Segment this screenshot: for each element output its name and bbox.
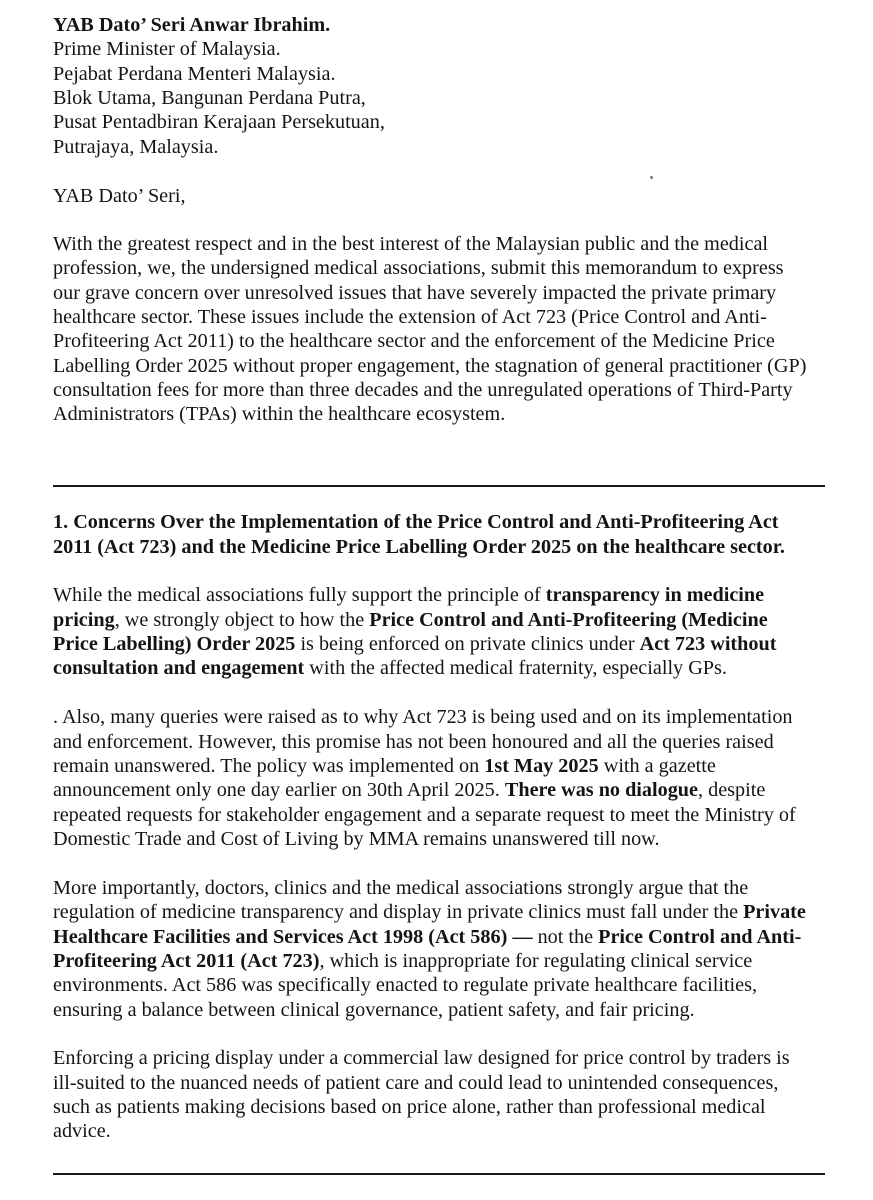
scan-speck xyxy=(650,176,653,179)
intro-line: Labelling Order 2025 without proper engagement, the stagnation of general practitioner (GP) xyxy=(53,355,807,377)
paragraph-line: such as patients making decisions based on price alone, rather than professional medical xyxy=(53,1096,766,1118)
paragraph-line: consultation and engagement with the affected medical fraternity, especially GPs. xyxy=(53,657,727,679)
intro-line: healthcare sector. These issues include the extension of Act 723 (Price Control and Anti- xyxy=(53,306,767,328)
section-divider xyxy=(53,1173,825,1175)
intro-line: Profiteering Act 2011) to the healthcare sector and the enforcement of the Medicine Price xyxy=(53,330,775,352)
salutation: YAB Dato’ Seri, xyxy=(53,185,186,207)
address-line: Pejabat Perdana Menteri Malaysia. xyxy=(53,63,336,85)
paragraph-line: Healthcare Facilities and Services Act 1998 (Act 586) — not the Price Control and Anti- xyxy=(53,926,802,948)
address-line: Blok Utama, Bangunan Perdana Putra, xyxy=(53,87,366,109)
section-heading: 1. Concerns Over the Implementation of the Price Control and Anti-Profiteering Act xyxy=(53,511,779,533)
paragraph-line: announcement only one day earlier on 30th April 2025. There was no dialogue, despite xyxy=(53,779,766,801)
paragraph-line: pricing, we strongly object to how the Price Control and Anti-Profiteering (Medicine xyxy=(53,609,768,631)
paragraph-line: ensuring a balance between clinical governance, patient safety, and fair pricing. xyxy=(53,999,695,1021)
paragraph-line: environments. Act 586 was specifically enacted to regulate private healthcare facilities, xyxy=(53,974,758,996)
intro-line: Administrators (TPAs) within the healthcare ecosystem. xyxy=(53,403,506,425)
paragraph-line: repeated requests for stakeholder engagement and a separate request to meet the Ministry of xyxy=(53,804,796,826)
intro-line: profession, we, the undersigned medical associations, submit this memorandum to express xyxy=(53,257,784,279)
paragraph-line: Price Labelling) Order 2025 is being enforced on private clinics under Act 723 without xyxy=(53,633,777,655)
paragraph-line: regulation of medicine transparency and display in private clinics must fall under the Private xyxy=(53,901,806,923)
intro-line: our grave concern over unresolved issues that have severely impacted the private primary xyxy=(53,282,777,304)
section-heading: 2011 (Act 723) and the Medicine Price Labelling Order 2025 on the healthcare sector. xyxy=(53,536,785,558)
intro-line: With the greatest respect and in the best interest of the Malaysian public and the medical xyxy=(53,233,769,255)
paragraph-line: More importantly, doctors, clinics and the medical associations strongly argue that the xyxy=(53,877,749,899)
addressee-name: YAB Dato’ Seri Anwar Ibrahim. xyxy=(53,14,331,36)
section-divider xyxy=(53,485,825,487)
paragraph-line: Domestic Trade and Cost of Living by MMA remains unanswered till now. xyxy=(53,828,660,850)
address-line: Prime Minister of Malaysia. xyxy=(53,38,281,60)
address-line: Pusat Pentadbiran Kerajaan Persekutuan, xyxy=(53,111,385,133)
address-line: Putrajaya, Malaysia. xyxy=(53,136,219,158)
paragraph-line: ill-suited to the nuanced needs of patient care and could lead to unintended consequences, xyxy=(53,1072,779,1094)
paragraph-line: . Also, many queries were raised as to why Act 723 is being used and on its implementation xyxy=(53,706,793,728)
paragraph-line: and enforcement. However, this promise has not been honoured and all the queries raised xyxy=(53,731,774,753)
paragraph-line: While the medical associations fully support the principle of transparency in medicine xyxy=(53,584,765,606)
paragraph-line: advice. xyxy=(53,1120,111,1142)
paragraph-line: remain unanswered. The policy was implemented on 1st May 2025 with a gazette xyxy=(53,755,716,777)
paragraph-line: Enforcing a pricing display under a commercial law designed for price control by traders is xyxy=(53,1047,790,1069)
paragraph-line: Profiteering Act 2011 (Act 723), which is inappropriate for regulating clinical service xyxy=(53,950,753,972)
intro-line: consultation fees for more than three decades and the unregulated operations of Third-Party xyxy=(53,379,793,401)
